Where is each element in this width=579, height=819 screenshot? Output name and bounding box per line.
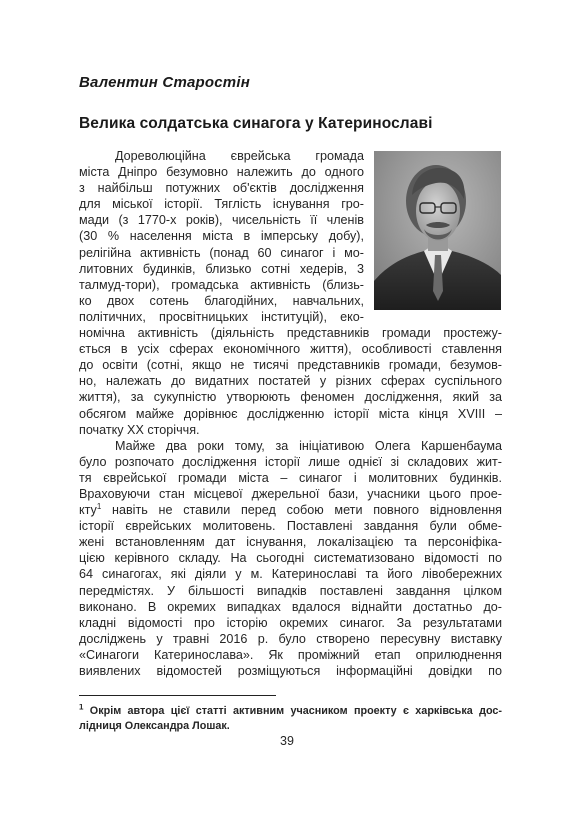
body-line: «Синагоги Катеринослава». Як проміжний етап оприлюднення (79, 647, 502, 662)
body-line: до освіти (сотні, якщо не тисячі представників громади, безумов- (79, 358, 502, 373)
body-line: виконано. В окремих випадках вдалося віднайти достатньо до- (79, 599, 502, 614)
body-text: кту (79, 503, 97, 518)
body-line: талмуд-тори), громадська активність (близь- (79, 277, 364, 292)
body-line: початку XX сторіччя. (79, 422, 200, 437)
body-line: політичних, просвітницьких інституцій), еко- (79, 309, 364, 324)
body-line: виявлених відомостей розміщуються інформаційні довідки по (79, 664, 502, 678)
footnote (79, 704, 502, 734)
footnote-text: Окрім автора цієї статті активним учасником проекту є харківська дос- (83, 705, 502, 717)
article-title: Велика солдатська синагога у Катеринославі (79, 115, 433, 132)
page-number: 39 (280, 734, 294, 748)
body-line: кладні відомості про історію окремих синагог. За результатами (79, 615, 502, 630)
body-line: з найбільш потужних об'єктів дослідження (79, 181, 364, 196)
author-name: Валентин Старостін (79, 74, 250, 91)
body-line: передмістях. У більшості випадків поставлені завдання цілком (79, 583, 502, 598)
body-line: тя єврейської громади міста – синагог і молитовних будинків. (79, 470, 502, 485)
body-line: номічна активність (діяльність представників громади простежу- (79, 326, 502, 341)
body-line: Дореволюційна єврейська громада (115, 149, 364, 163)
footnote-reference[interactable]: 1 (96, 502, 102, 511)
body-line: обсягом майже дорівнює дослідженню історії міста кінця XVIII – (79, 406, 502, 421)
body-line: Враховуючи стан місцевої джерельної бази, учасники цього прое- (79, 486, 502, 501)
article-body (79, 148, 502, 679)
body-line: мади (з 1770-х років), чисельність її членів (79, 213, 364, 228)
body-line-with-footnote (79, 502, 502, 518)
body-line: но, належать до видатних постатей у різних сферах суспільного (79, 374, 502, 389)
footnote-divider (79, 695, 276, 696)
body-line: ється в усіх сферах економічного життя), особливості ставлення (79, 342, 502, 357)
body-line: ко двох сотень благодійних, навчальних, (79, 293, 364, 308)
body-line: було розпочато дослідження історії лише однієї зі складових жит- (79, 454, 502, 469)
body-line: (30 % населення міста в імперську добу), (79, 229, 364, 244)
body-line: для міської історії. Тяглість існування гро- (79, 197, 364, 212)
body-line: цією керівного складу. На сьогодні систематизовано відомості по (79, 551, 502, 566)
footnote-marker: 1 (79, 704, 84, 712)
body-line: досліджень у травні 2016 р. було створено пересувну виставку (79, 631, 502, 646)
body-line: міста Дніпро безумовно належить до одного (79, 165, 364, 180)
body-line: релігійна активність (понад 60 синагог і мо- (79, 245, 364, 260)
body-text: навіть не ставили перед собою мети повного відновлення (101, 503, 502, 518)
body-line: 64 синагогах, які діяли у м. Катеринославі та його лівобережних (79, 567, 502, 582)
body-line: Майже два роки тому, за ініціативою Олега Каршенбаума (115, 438, 502, 453)
body-line: жені встановленням дат існування, локалізацією та персоніфіка- (79, 535, 502, 550)
footnote-line (79, 704, 502, 719)
body-line: литовних будинків, близько сотні хедерів, 3 (79, 261, 364, 276)
body-line: життя), за сукупністю утворюють феномен дослідження, який за (79, 390, 502, 405)
body-line: історії єврейських молитовень. Поставлені завдання були обме- (79, 519, 502, 534)
footnote-line: лідниця Олександра Лошак. (79, 720, 230, 732)
